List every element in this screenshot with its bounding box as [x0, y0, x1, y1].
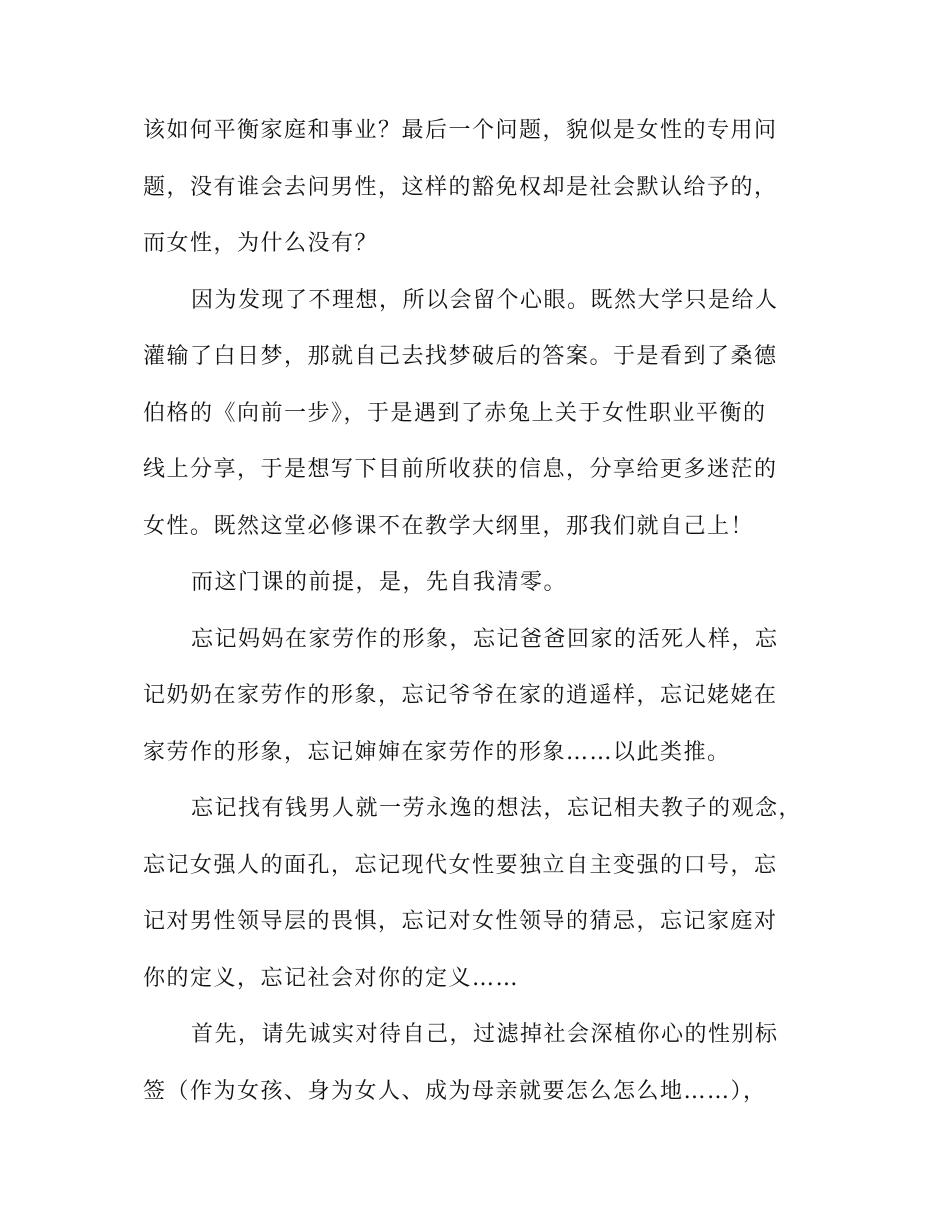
text-line: 因为发现了不理想，所以会留个心眼。既然大学只是给人 [191, 287, 779, 313]
text-line: 记奶奶在家劳作的形象，忘记爷爷在家的逍遥样，忘记姥姥在 [143, 683, 778, 708]
text-line: 忘记找有钱男人就一劳永逸的想法，忘记相夫教子的观念， [191, 796, 803, 821]
text-line: 记对男性领导层的畏惧，忘记对女性领导的猜忌，忘记家庭对 [143, 909, 778, 934]
text-line: 你的定义，忘记社会对你的定义…… [143, 965, 520, 991]
paragraph-3 [143, 555, 823, 612]
text-line: 忘记妈妈在家劳作的形象，忘记爸爸回家的活死人样，忘 [191, 626, 779, 652]
paragraph-2 [143, 273, 823, 556]
document-body [143, 103, 823, 1120]
text-line: 女性。既然这堂必修课不在教学大纲里，那我们就自己上！ [143, 513, 755, 539]
text-line: 忘记女强人的面孔，忘记现代女性要独立自主变强的口号，忘 [143, 852, 778, 878]
paragraph-6 [143, 1007, 823, 1120]
text-line: 家劳作的形象，忘记婶婶在家劳作的形象……以此类推。 [143, 739, 731, 765]
text-line: 伯格的《向前一步》，于是遇到了赤兔上关于女性职业平衡的 [143, 400, 767, 426]
text-line: 题，没有谁会去问男性，这样的豁免权却是社会默认给予的， [143, 174, 778, 200]
paragraph-5 [143, 781, 823, 1007]
paragraph-1 [143, 103, 823, 273]
text-line: 首先，请先诚实对待自己，过滤掉社会深植你心的性别标 [191, 1022, 779, 1047]
text-line: 签（作为女孩、身为女人、成为母亲就要怎么怎么地……）， [143, 1078, 767, 1104]
text-line: 而这门课的前提，是，先自我清零。 [191, 570, 568, 595]
text-line: 而女性，为什么没有？ [143, 231, 379, 256]
text-line: 灌输了白日梦，那就自己去找梦破后的答案。于是看到了桑德 [143, 344, 778, 369]
paragraph-4 [143, 612, 823, 782]
text-line: 该如何平衡家庭和事业？最后一个问题，貌似是女性的专用问 [143, 118, 778, 143]
text-line: 线上分享，于是想写下目前所收获的信息，分享给更多迷茫的 [143, 457, 778, 482]
